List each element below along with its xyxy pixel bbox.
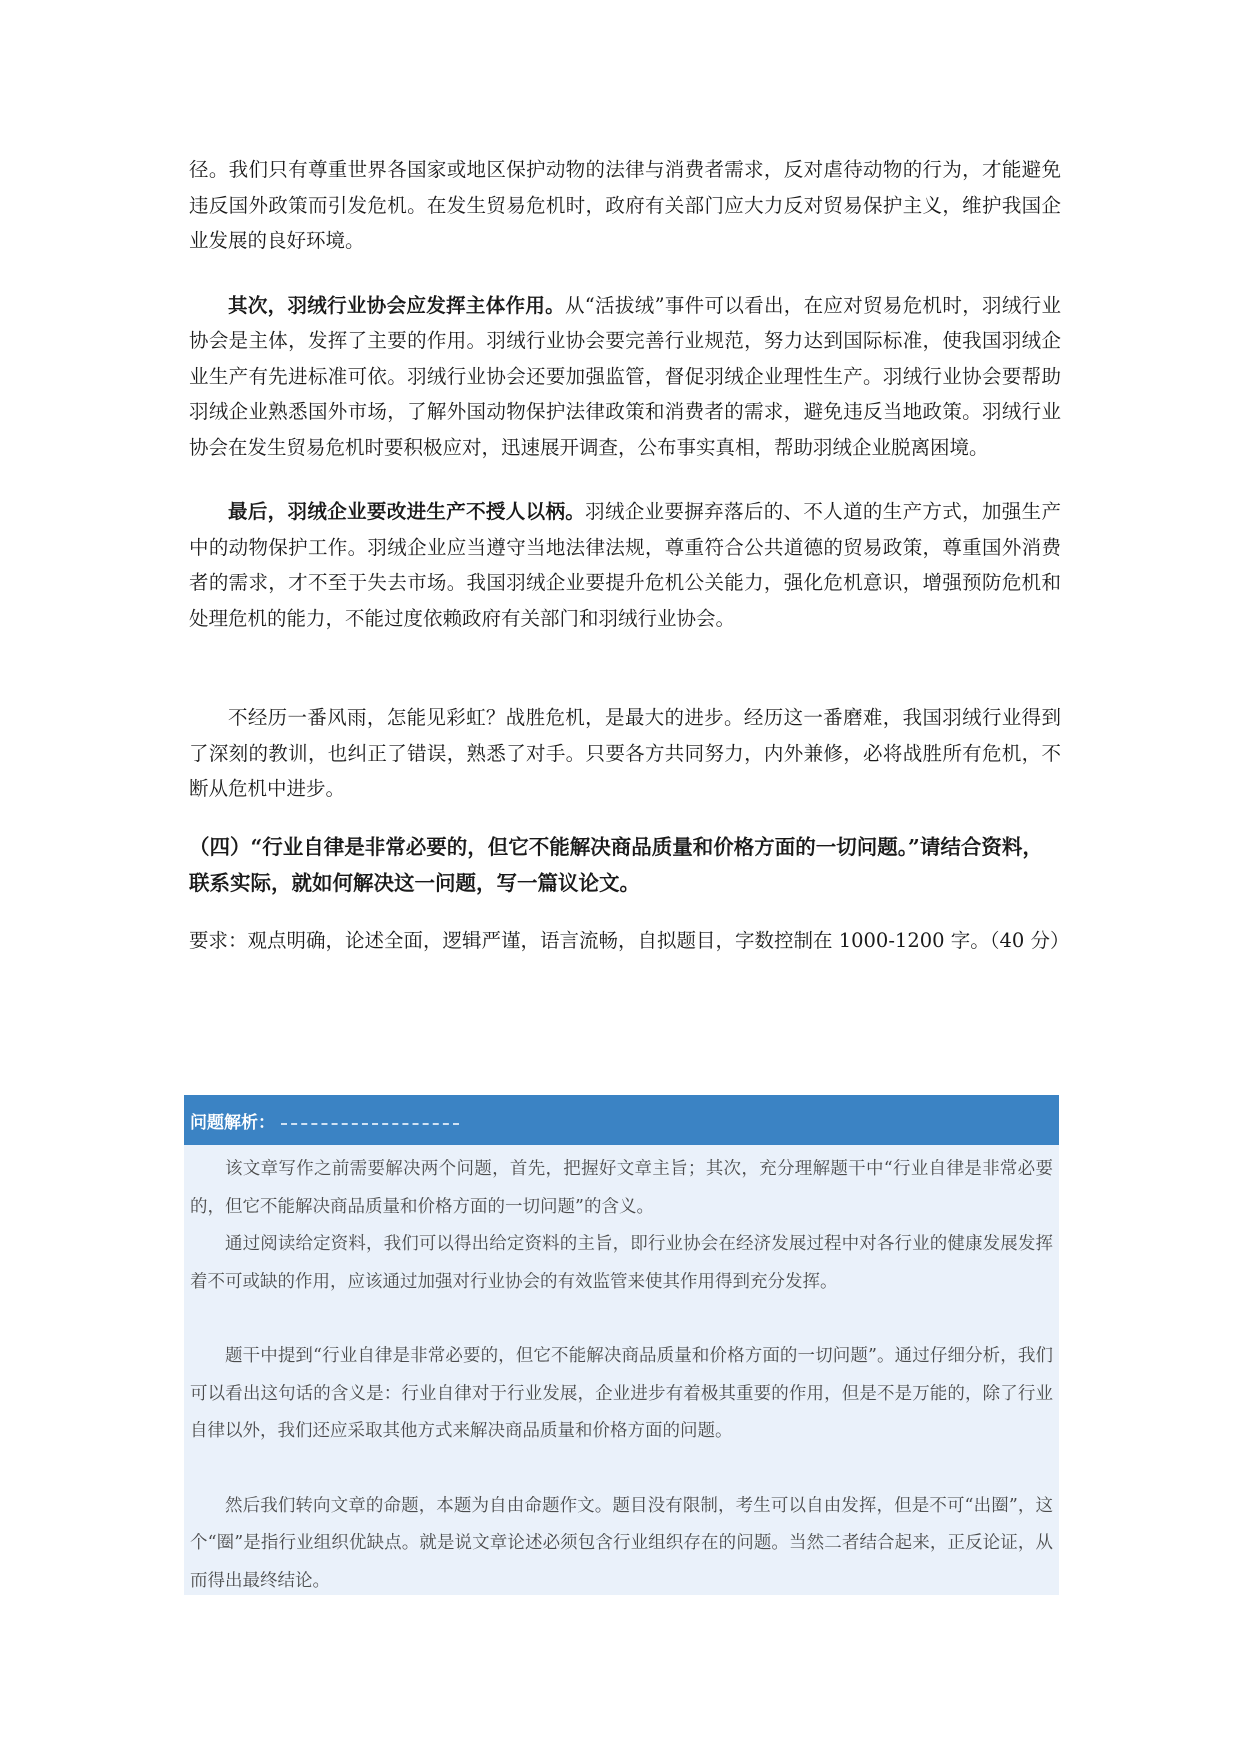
analysis-title: 问题解析： xyxy=(190,1112,275,1133)
paragraph-lead: 其次，羽绒行业协会应发挥主体作用。 xyxy=(228,293,565,317)
analysis-paragraph: 通过阅读给定资料，我们可以得出给定资料的主旨，即行业协会在经济发展过程中对各行业的健康发展发挥着不可或缺的作用，应该通过加强对行业协会的有效监管来使其作用得到充分发挥。 xyxy=(190,1234,1053,1292)
analysis-paragraph: 题干中提到“行业自律是非常必要的，但它不能解决商品质量和价格方面的一切问题”。通过仔细分析，我们可以看出这句话的含义是：行业自律对于行业发展，企业进步有着极其重要的作用，但是不是万能的，除了行业自律以外，我们还应采取其他方式来解决商品质量和价格方面的问题。 xyxy=(190,1346,1053,1441)
analysis-title-underline xyxy=(281,1123,459,1125)
analysis-body xyxy=(184,1145,1059,1600)
question-requirements: 要求：观点明确，论述全面，逻辑严谨，语言流畅，自拟题目，字数控制在 1000-1200 字。（40 分） xyxy=(189,928,1070,952)
analysis-paragraph: 该文章写作之前需要解决两个问题，首先，把握好文章主旨；其次，充分理解题干中“行业自律是非常必要的，但它不能解决商品质量和价格方面的一切问题”的含义。 xyxy=(190,1159,1053,1217)
paragraph-text: 从“活拔绒”事件可以看出，在应对贸易危机时，羽绒行业协会是主体，发挥了主要的作用。羽绒行业协会要完善行业规范，努力达到国际标准，使我国羽绒企业生产有先进标准可依。羽绒行业协会还要加强监管，督促羽绒企业理性生产。羽绒行业协会要帮助羽绒企业熟悉国外市场，了解外国动物保护法律政策和消费者的需求，避免违反当地政策。羽绒行业协会在发生贸易危机时要积极应对，迅速展开调查，公布事实真相，帮助羽绒企业脱离困境。 xyxy=(189,293,1061,459)
paragraph-final-point xyxy=(189,494,1061,636)
paragraph-continuation: 径。我们只有尊重世界各国家或地区保护动物的法律与消费者需求，反对虐待动物的行为，才能避免违反国外政策而引发危机。在发生贸易危机时，政府有关部门应大力反对贸易保护主义，维护我国企业发展的良好环境。 xyxy=(189,158,1061,252)
document-body xyxy=(189,152,1070,958)
analysis-paragraph: 然后我们转向文章的命题，本题为自由命题作文。题目没有限制，考生可以自由发挥，但是不可“出圈”，这个“圈”是指行业组织优缺点。就是说文章论述必须包含行业组织存在的问题。当然二者结合起来，正反论证，从而得出最终结论。 xyxy=(190,1495,1053,1591)
analysis-panel xyxy=(184,1095,1059,1595)
question-prompt: （四）“行业自律是非常必要的，但它不能解决商品质量和价格方面的一切问题。”请结合资料，联系实际，就如何解决这一问题，写一篇议论文。 xyxy=(189,834,1043,895)
analysis-header xyxy=(184,1095,1059,1145)
paragraph-second-point xyxy=(189,288,1061,466)
paragraph-text: 羽绒企业要摒弃落后的、不人道的生产方式，加强生产中的动物保护工作。羽绒企业应当遵守当地法律法规，尊重符合公共道德的贸易政策，尊重国外消费者的需求，才不至于失去市场。我国羽绒企业要提升危机公关能力，强化危机意识，增强预防危机和处理危机的能力，不能过度依赖政府有关部门和羽绒行业协会。 xyxy=(189,500,1061,630)
paragraph-conclusion: 不经历一番风雨，怎能见彩虹？战胜危机，是最大的进步。经历这一番磨难，我国羽绒行业得到了深刻的教训，也纠正了错误，熟悉了对手。只要各方共同努力，内外兼修，必将战胜所有危机，不断从危机中进步。 xyxy=(189,706,1061,800)
paragraph-lead: 最后，羽绒企业要改进生产不授人以柄。 xyxy=(228,500,586,523)
